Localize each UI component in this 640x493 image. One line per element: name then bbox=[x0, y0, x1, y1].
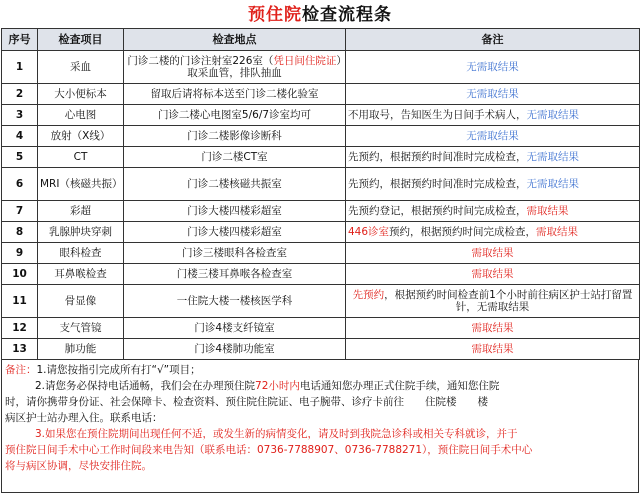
row-item: 肺功能 bbox=[38, 339, 124, 360]
row-item: 大小便标本 bbox=[38, 84, 124, 105]
row-no: 8 bbox=[2, 222, 38, 243]
row-remark: 不用取号，告知医生为日间手术病人，无需取结果 bbox=[346, 105, 640, 126]
row-no: 9 bbox=[2, 243, 38, 264]
row-place: 门诊大楼四楼彩超室 bbox=[124, 201, 346, 222]
row-remark: 无需取结果 bbox=[346, 126, 640, 147]
row-item: 放射（X线） bbox=[38, 126, 124, 147]
row-no: 4 bbox=[2, 126, 38, 147]
row-remark: 先预约登记，根据预约时间完成检查，需取结果 bbox=[346, 201, 640, 222]
row-item: 采血 bbox=[38, 51, 124, 84]
table-row bbox=[2, 51, 640, 84]
row-remark: 需取结果 bbox=[346, 339, 640, 360]
row-no: 6 bbox=[2, 168, 38, 201]
table-row bbox=[2, 339, 640, 360]
row-place: 门诊二楼核磁共振室 bbox=[124, 168, 346, 201]
row-no: 5 bbox=[2, 147, 38, 168]
row-remark: 先预约，根据预约时间检查前1个小时前往病区护士站打留置针，无需取结果 bbox=[346, 285, 640, 318]
table-row bbox=[2, 243, 640, 264]
note-2-cont: 时，请你携带身份证、社会保障卡、检查资料、预住院住院证、电子腕带、诊疗卡前往 住院楼 楼 bbox=[5, 396, 488, 408]
table-row bbox=[2, 222, 640, 243]
row-item: 彩超 bbox=[38, 201, 124, 222]
row-place: 门诊三楼眼科各检查室 bbox=[124, 243, 346, 264]
table-header-row bbox=[2, 29, 640, 51]
row-place: 门诊二楼CT室 bbox=[124, 147, 346, 168]
row-item: 眼科检查 bbox=[38, 243, 124, 264]
row-item: 耳鼻喉检查 bbox=[38, 264, 124, 285]
table-row bbox=[2, 84, 640, 105]
table-row bbox=[2, 168, 640, 201]
row-place: 门诊二楼心电图室5/6/7诊室均可 bbox=[124, 105, 346, 126]
row-place: 门诊二楼影像诊断科 bbox=[124, 126, 346, 147]
title-rest: 检查流程条 bbox=[302, 5, 392, 25]
table-row bbox=[2, 201, 640, 222]
row-remark: 需取结果 bbox=[346, 264, 640, 285]
header-remark: 备注 bbox=[346, 29, 640, 51]
row-remark: 无需取结果 bbox=[346, 84, 640, 105]
header-item: 检查项目 bbox=[38, 29, 124, 51]
row-place: 留取后请将标本送至门诊二楼化验室 bbox=[124, 84, 346, 105]
note-3: 3.如果您在预住院期间出现任何不适，或发生新的病情变化，请及时到我院急诊科或相关专科就诊，并于 bbox=[35, 428, 518, 440]
row-place: 门诊大楼四楼彩超室 bbox=[124, 222, 346, 243]
row-no: 13 bbox=[2, 339, 38, 360]
note-2: 2.请您务必保持电话通畅，我们会在办理预住院72小时内电话通知您办理正式住院手续，通知您住院 bbox=[35, 380, 500, 392]
title-highlight: 预住院 bbox=[248, 5, 302, 25]
note-2-contact: 病区护士站办理入住。联系电话： bbox=[5, 412, 163, 424]
row-place: 门诊4楼肺功能室 bbox=[124, 339, 346, 360]
row-place: 门楼三楼耳鼻喉各检查室 bbox=[124, 264, 346, 285]
table-row bbox=[2, 318, 640, 339]
row-item: 骨显像 bbox=[38, 285, 124, 318]
note-3-cont: 预住院日间手术中心工作时间段来电告知（联系电话：0736-7788907、0736-7788271），预住院日间手术中心 bbox=[5, 444, 533, 456]
row-item: MRI（核磁共振） bbox=[38, 168, 124, 201]
row-no: 2 bbox=[2, 84, 38, 105]
row-item: 乳腺肿块穿刺 bbox=[38, 222, 124, 243]
row-item: 支气管镜 bbox=[38, 318, 124, 339]
row-no: 1 bbox=[2, 51, 38, 84]
table-row bbox=[2, 285, 640, 318]
notes-section bbox=[1, 360, 639, 493]
row-place: 门诊二楼的门诊注射室226室（凭日间住院证）取采血管，排队抽血 bbox=[124, 51, 346, 84]
row-no: 10 bbox=[2, 264, 38, 285]
row-remark: 需取结果 bbox=[346, 318, 640, 339]
row-remark: 先预约，根据预约时间准时完成检查，无需取结果 bbox=[346, 147, 640, 168]
row-no: 12 bbox=[2, 318, 38, 339]
table-row bbox=[2, 147, 640, 168]
row-remark: 先预约，根据预约时间准时完成检查，无需取结果 bbox=[346, 168, 640, 201]
row-remark: 446诊室预约，根据预约时间完成检查，需取结果 bbox=[346, 222, 640, 243]
row-place: 一住院大楼一楼核医学科 bbox=[124, 285, 346, 318]
table-row bbox=[2, 105, 640, 126]
row-no: 3 bbox=[2, 105, 38, 126]
row-remark: 需取结果 bbox=[346, 243, 640, 264]
row-item: CT bbox=[38, 147, 124, 168]
row-no: 11 bbox=[2, 285, 38, 318]
table-row bbox=[2, 264, 640, 285]
row-place: 门诊4楼支纤镜室 bbox=[124, 318, 346, 339]
exam-table bbox=[1, 28, 640, 360]
row-item: 心电图 bbox=[38, 105, 124, 126]
header-place: 检查地点 bbox=[124, 29, 346, 51]
table-row bbox=[2, 126, 640, 147]
note-3-end: 将与病区协调，尽快安排住院。 bbox=[5, 460, 152, 472]
note-1: 备注：1.请您按指引完成所有打“√”项目； bbox=[5, 364, 201, 376]
row-remark: 无需取结果 bbox=[346, 51, 640, 84]
row-no: 7 bbox=[2, 201, 38, 222]
header-no: 序号 bbox=[2, 29, 38, 51]
page-title bbox=[1, 2, 639, 28]
